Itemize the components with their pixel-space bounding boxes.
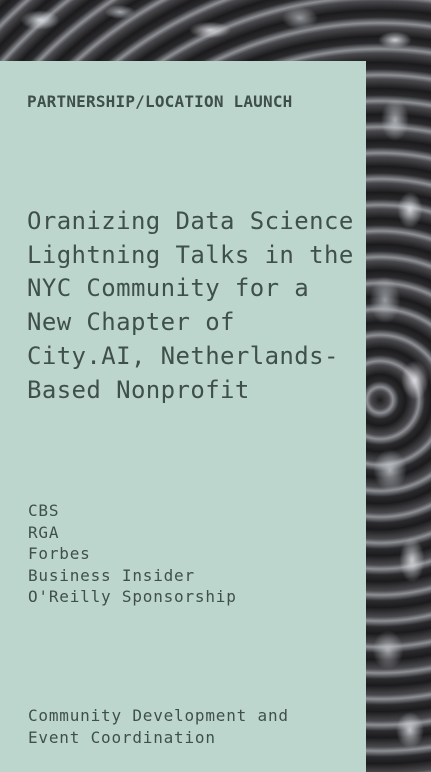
project-category: PARTNERSHIP/LOCATION LAUNCH [27, 92, 293, 111]
project-title: Oranizing Data Science Lightning Talks in the NYC Community for a New Chapter of City.AI, Netherlands-Based Nonprofit [27, 207, 354, 404]
client-list [28, 500, 237, 608]
client-item: Forbes [28, 544, 91, 563]
project-role: Community Development and Event Coordination [28, 706, 289, 747]
client-item: RGA [28, 522, 60, 542]
project-card [0, 61, 366, 772]
client-item: O'Reilly Sponsorship [28, 587, 237, 606]
client-item: Business Insider [28, 565, 195, 585]
client-item: CBS [28, 501, 60, 520]
